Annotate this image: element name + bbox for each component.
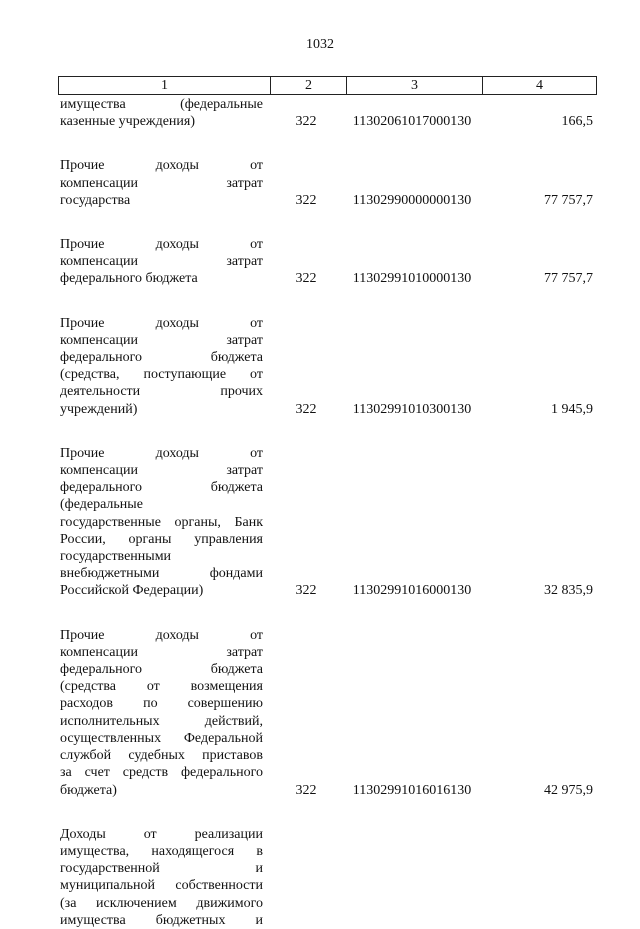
description-line: (федеральные bbox=[60, 497, 143, 513]
description-line: государственными bbox=[60, 549, 172, 565]
row-description bbox=[60, 627, 263, 799]
description-line: Доходы от реализации bbox=[60, 826, 263, 842]
row-description bbox=[60, 445, 263, 600]
description-line: расходов по совершению bbox=[60, 696, 263, 712]
revenue-code: 11302990000000130 bbox=[352, 192, 472, 208]
description-line: федерального бюджета bbox=[60, 350, 263, 366]
description-line: Прочие доходы от bbox=[60, 237, 263, 253]
description-line: государства bbox=[60, 192, 131, 208]
row-description bbox=[60, 96, 263, 130]
column-header-row bbox=[58, 76, 597, 95]
description-line: муниципальной собственности bbox=[60, 878, 263, 894]
admin-code: 322 bbox=[295, 401, 317, 417]
description-line: внебюджетными фондами bbox=[60, 566, 263, 582]
description-line: учреждений) bbox=[60, 401, 138, 417]
header-col-2: 2 bbox=[271, 77, 347, 95]
description-line: деятельности прочих bbox=[60, 384, 263, 400]
amount: 42 975,9 bbox=[544, 782, 593, 798]
table-row bbox=[0, 445, 640, 600]
admin-code: 322 bbox=[295, 583, 317, 599]
description-line: казенные учреждения) bbox=[60, 114, 196, 130]
description-line: компенсации затрат bbox=[60, 463, 263, 479]
description-line: государственной и bbox=[60, 861, 263, 877]
table-row bbox=[0, 96, 640, 130]
description-line: Прочие доходы от bbox=[60, 627, 263, 643]
description-line: бюджета) bbox=[60, 782, 117, 798]
description-line: компенсации затрат bbox=[60, 175, 263, 191]
header-col-1: 1 bbox=[59, 77, 271, 95]
description-line: (средства, поступающие от bbox=[60, 367, 263, 383]
admin-code: 322 bbox=[295, 192, 317, 208]
description-line: имущества (федеральные bbox=[60, 97, 263, 112]
revenue-code: 11302991016000130 bbox=[352, 583, 472, 599]
amount: 32 835,9 bbox=[544, 583, 593, 599]
description-line: компенсации затрат bbox=[60, 332, 263, 348]
description-line: за счет средств федерального bbox=[60, 765, 263, 781]
table-row bbox=[0, 157, 640, 209]
table-row bbox=[0, 315, 640, 418]
amount: 1 945,9 bbox=[551, 401, 593, 417]
table-row bbox=[0, 627, 640, 799]
description-line: федерального бюджета bbox=[60, 480, 263, 496]
row-description bbox=[60, 236, 263, 288]
description-line: имущества, находящегося в bbox=[60, 843, 263, 859]
header-col-4: 4 bbox=[483, 77, 597, 95]
amount: 77 757,7 bbox=[544, 271, 593, 287]
revenue-code: 11302061017000130 bbox=[352, 114, 472, 130]
description-line: компенсации затрат bbox=[60, 644, 263, 660]
description-line: исполнительных действий, bbox=[60, 713, 263, 729]
description-line: Прочие доходы от bbox=[60, 445, 263, 461]
amount: 77 757,7 bbox=[544, 192, 593, 208]
table-row bbox=[0, 826, 640, 929]
description-line: (за исключением движимого bbox=[60, 895, 263, 911]
description-line: Российской Федерации) bbox=[60, 583, 204, 599]
description-line: (средства от возмещения bbox=[60, 679, 263, 695]
description-line: компенсации затрат bbox=[60, 254, 263, 270]
description-line: государственные органы, Банк bbox=[60, 514, 263, 530]
description-line: Прочие доходы от bbox=[60, 158, 263, 174]
admin-code: 322 bbox=[295, 114, 317, 130]
table-row bbox=[0, 236, 640, 288]
page-number: 1032 bbox=[306, 37, 334, 52]
description-line: Прочие доходы от bbox=[60, 315, 263, 331]
revenue-code: 11302991010300130 bbox=[352, 401, 472, 417]
admin-code: 322 bbox=[295, 782, 317, 798]
row-description bbox=[60, 157, 263, 209]
row-description bbox=[60, 826, 263, 929]
header-col-3: 3 bbox=[347, 77, 483, 95]
admin-code: 322 bbox=[295, 271, 317, 287]
amount: 166,5 bbox=[561, 114, 593, 130]
description-line: федерального бюджета bbox=[60, 662, 263, 678]
description-line: имущества бюджетных и bbox=[60, 912, 263, 928]
table-body bbox=[0, 96, 640, 929]
row-description bbox=[60, 315, 263, 418]
revenue-code: 11302991016016130 bbox=[352, 782, 472, 798]
description-line: осуществленных Федеральной bbox=[60, 730, 263, 746]
description-line: федерального бюджета bbox=[60, 271, 198, 287]
revenue-code: 11302991010000130 bbox=[352, 271, 472, 287]
description-line: службой судебных приставов bbox=[60, 748, 263, 764]
description-line: России, органы управления bbox=[60, 531, 263, 547]
